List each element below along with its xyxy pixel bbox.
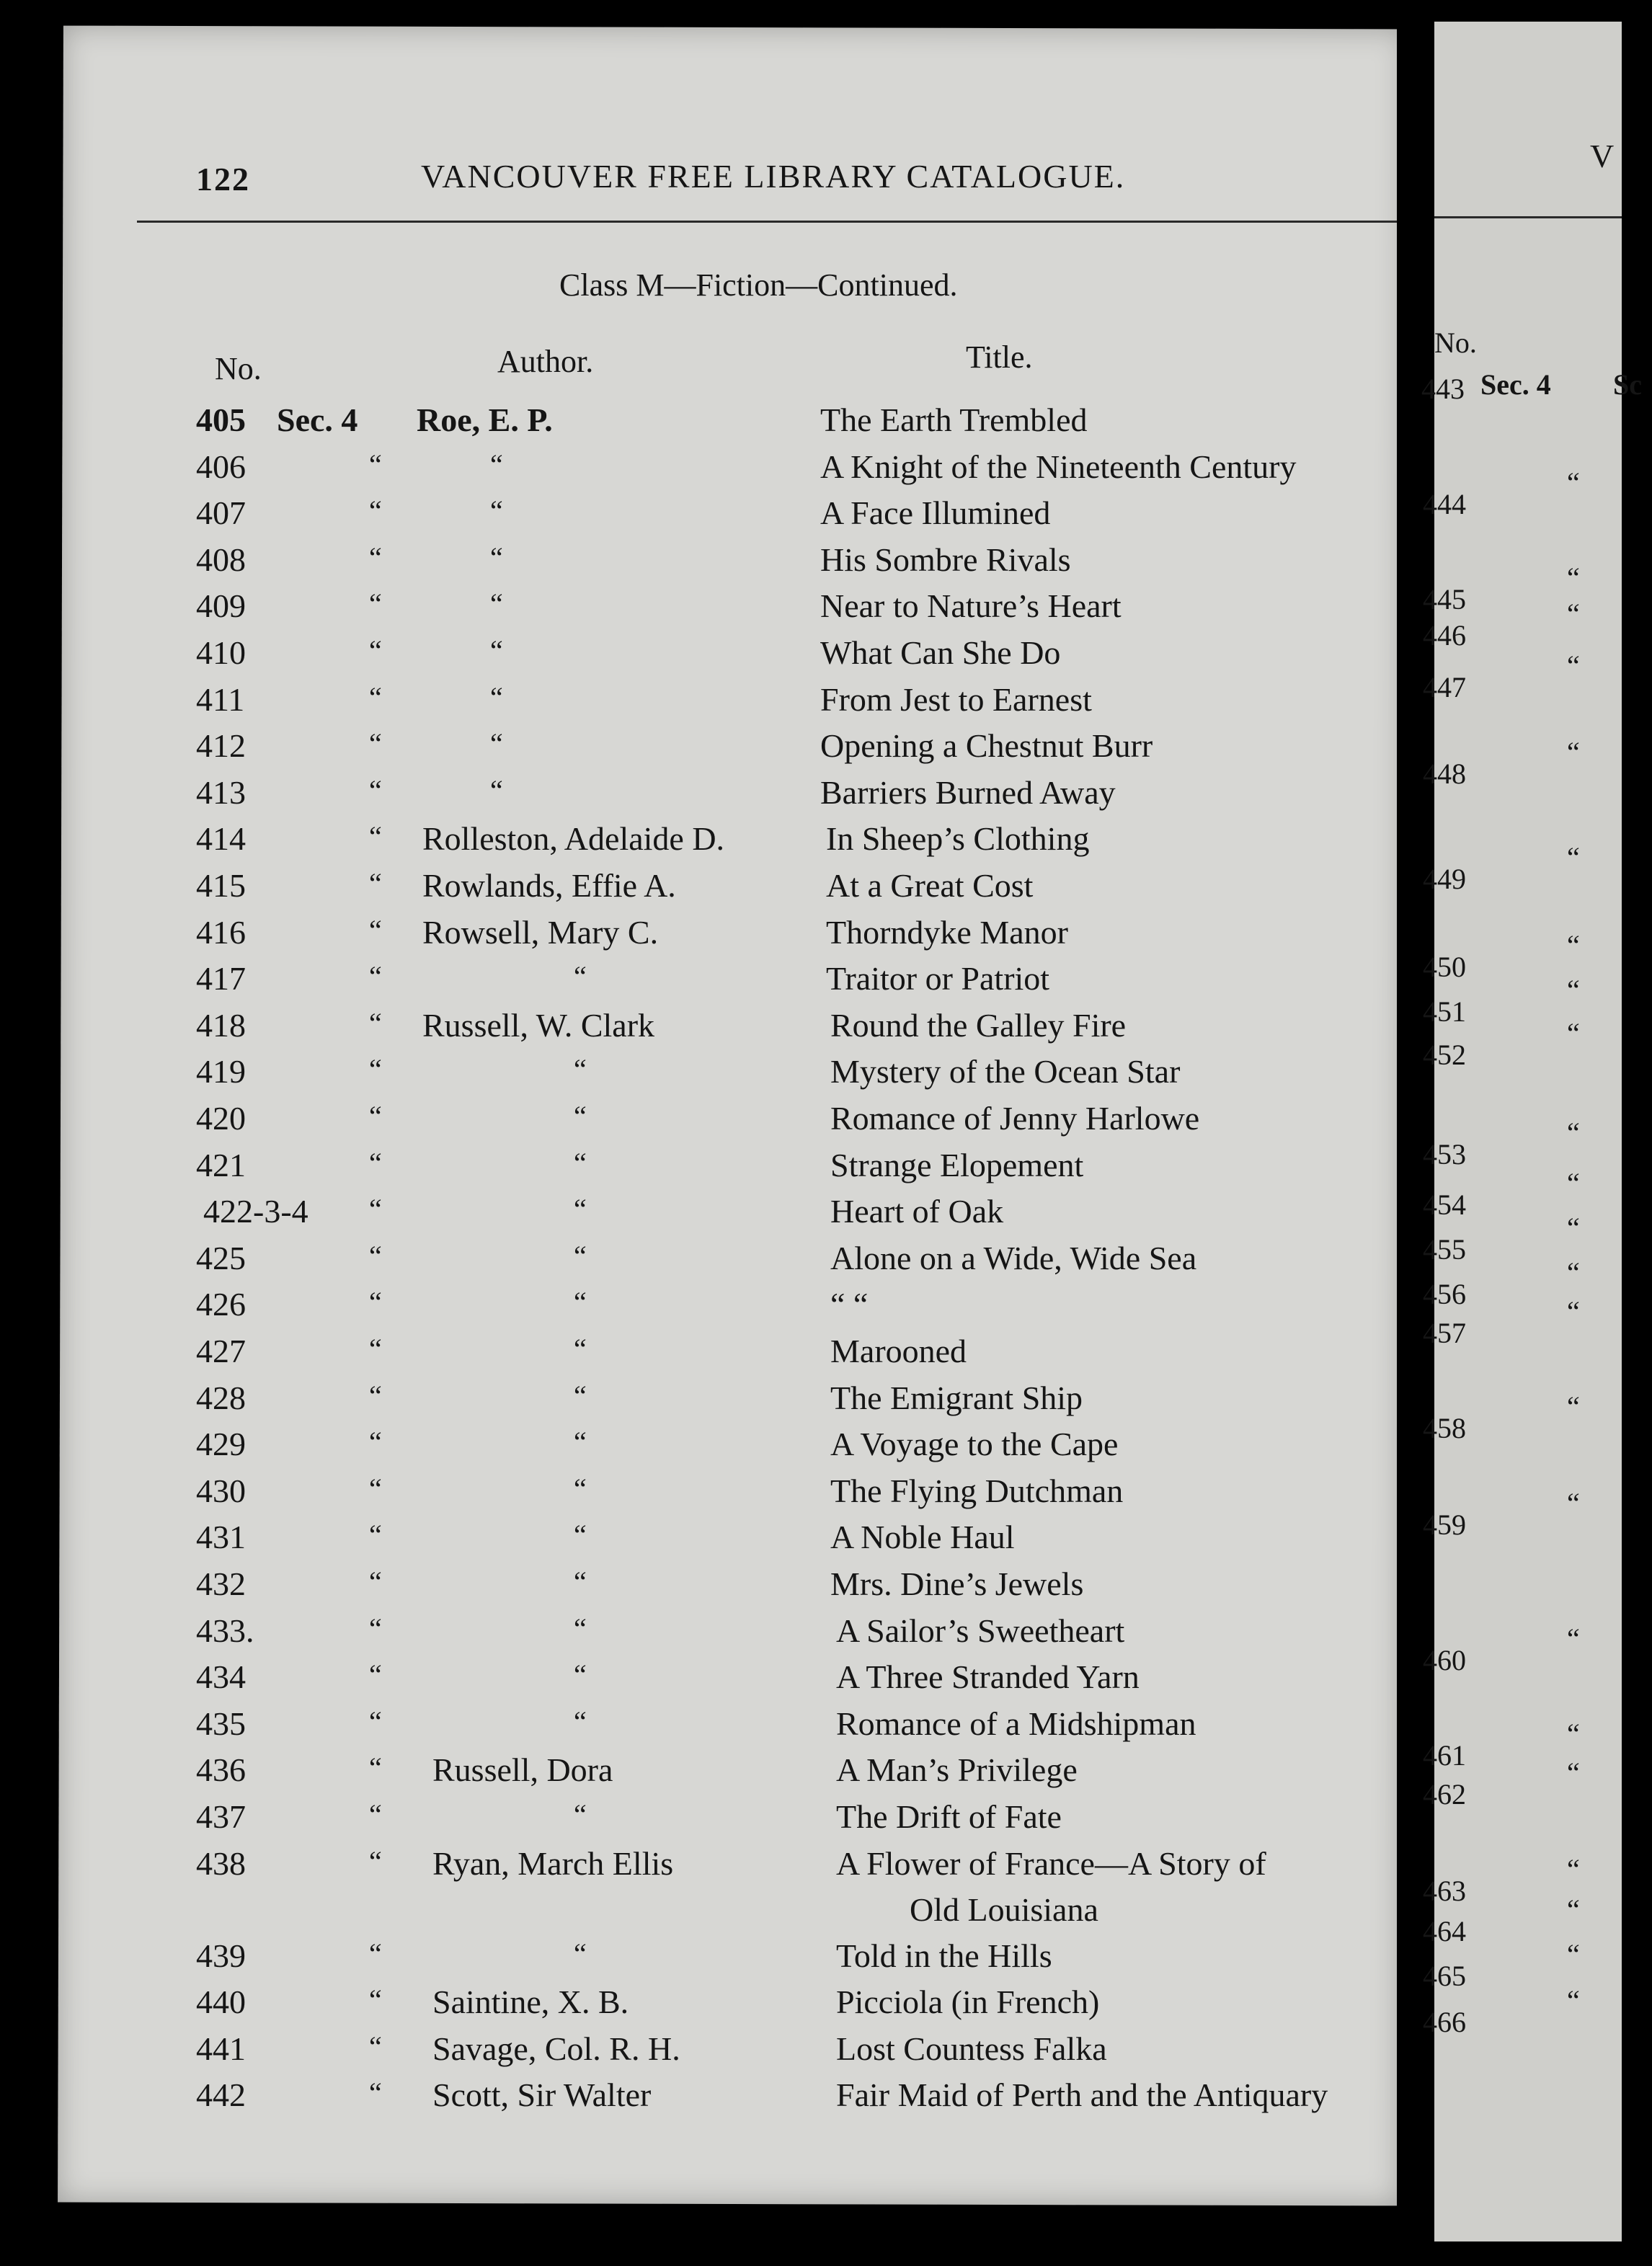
row-author: Savage, Col. R. H.: [432, 2030, 680, 2067]
row-title: The Flying Dutchman: [830, 1472, 1124, 1509]
row-number: 437: [196, 1798, 246, 1835]
facing-row-number: 445: [1423, 583, 1466, 616]
row-number: 414: [196, 820, 246, 858]
row-author: “: [574, 960, 587, 993]
facing-row-number: 459: [1423, 1509, 1466, 1541]
row-title: Strange Elopement: [830, 1146, 1084, 1183]
row-section: “: [369, 1937, 382, 1970]
column-heading-no: No.: [215, 351, 262, 386]
row-number: 405: [196, 401, 246, 438]
facing-row-number: 463: [1423, 1875, 1466, 1907]
facing-running-title-fragment: V: [1590, 138, 1616, 174]
row-section: “: [369, 541, 382, 574]
row-author: “: [490, 680, 503, 714]
row-title: The Drift of Fate: [836, 1798, 1062, 1835]
row-number: 441: [196, 2030, 246, 2067]
row-author: Scott, Sir Walter: [432, 2076, 652, 2114]
row-author: “: [574, 1937, 587, 1970]
facing-row-sec: Sec. 4: [1480, 368, 1551, 401]
row-title: A Man’s Privilege: [836, 1751, 1078, 1789]
facing-row-ditto: “: [1567, 1256, 1580, 1289]
row-section: “: [369, 1239, 382, 1272]
row-section: “: [369, 587, 382, 621]
row-section: “: [369, 1006, 382, 1039]
facing-row-author: Sc: [1613, 368, 1642, 401]
scan-edge: [1622, 0, 1652, 2266]
row-title: A Flower of France—A Story of: [836, 1844, 1266, 1882]
row-section: “: [369, 1983, 382, 2017]
row-author: “: [490, 541, 503, 574]
row-section: “: [369, 634, 382, 667]
column-heading-author: Author.: [497, 344, 594, 379]
facing-row-ditto: “: [1567, 1984, 1580, 2017]
row-author: “: [574, 1286, 587, 1319]
facing-row-number: 444: [1423, 488, 1466, 520]
facing-row-number: 452: [1423, 1039, 1466, 1071]
row-author: Rolleston, Adelaide D.: [422, 820, 725, 858]
facing-row-number: 454: [1423, 1188, 1466, 1221]
row-title: Thorndyke Manor: [826, 913, 1068, 951]
facing-row-ditto: “: [1567, 1756, 1580, 1789]
facing-row-number: 450: [1423, 951, 1466, 983]
row-author: “: [574, 1426, 587, 1459]
row-number: 439: [196, 1937, 246, 1974]
row-title: Romance of Jenny Harlowe: [830, 1100, 1200, 1137]
row-number: 429: [196, 1426, 246, 1463]
row-section: “: [369, 1379, 382, 1412]
row-number: 428: [196, 1379, 246, 1416]
facing-row-ditto: “: [1567, 597, 1580, 630]
row-title: A Knight of the Nineteenth Century: [820, 448, 1297, 485]
row-number: 442: [196, 2076, 246, 2114]
row-number: 409: [196, 587, 246, 625]
row-section: Sec. 4: [277, 401, 358, 438]
facing-row-ditto: “: [1567, 1938, 1580, 1970]
row-number: 430: [196, 1472, 246, 1509]
facing-row-ditto: “: [1567, 929, 1580, 961]
row-section: “: [369, 1798, 382, 1831]
row-section: “: [369, 1612, 382, 1645]
row-author: “: [574, 1053, 587, 1086]
column-heading-title: Title.: [966, 339, 1033, 375]
facing-row-number: 448: [1423, 757, 1466, 790]
facing-row-ditto: “: [1567, 1853, 1580, 1885]
row-section: “: [369, 1658, 382, 1692]
row-number: 420: [196, 1100, 246, 1137]
row-title: The Earth Trembled: [820, 401, 1088, 438]
row-number: 416: [196, 913, 246, 951]
facing-row-ditto: “: [1567, 974, 1580, 1006]
row-title: At a Great Cost: [826, 867, 1034, 904]
row-title: Heart of Oak: [830, 1193, 1004, 1230]
facing-row-number: 446: [1423, 619, 1466, 652]
row-author: Rowlands, Effie A.: [422, 867, 676, 904]
row-section: “: [369, 1705, 382, 1738]
row-author: “: [574, 1100, 587, 1132]
facing-row-ditto: “: [1567, 1390, 1580, 1423]
row-title: Lost Countess Falka: [836, 2030, 1107, 2067]
row-section: “: [369, 867, 382, 899]
row-number: 407: [196, 494, 246, 532]
row-number: 432: [196, 1565, 246, 1602]
facing-row-number: 460: [1423, 1644, 1466, 1676]
row-section: “: [369, 960, 382, 993]
row-number: 419: [196, 1053, 246, 1090]
facing-row-ditto: “: [1567, 561, 1580, 594]
row-title: A Three Stranded Yarn: [836, 1658, 1140, 1696]
row-section: “: [369, 1426, 382, 1459]
facing-row-number: 462: [1423, 1778, 1466, 1810]
row-author: “: [574, 1472, 587, 1505]
row-author: Ryan, March Ellis: [432, 1844, 674, 1882]
row-number: 408: [196, 541, 246, 578]
row-author: “: [574, 1239, 587, 1272]
row-number: 431: [196, 1519, 246, 1556]
row-author: Roe, E. P.: [417, 401, 553, 438]
facing-row-number: 453: [1423, 1138, 1466, 1170]
row-number: 412: [196, 727, 246, 765]
facing-row-number: 464: [1423, 1915, 1466, 1947]
header-rule: [137, 221, 1397, 223]
row-title: Marooned: [830, 1333, 967, 1369]
row-title-continuation: Old Louisiana: [910, 1890, 1098, 1928]
page-number: 122: [196, 161, 250, 197]
row-number: 410: [196, 634, 246, 671]
running-title: VANCOUVER FREE LIBRARY CATALOGUE.: [421, 158, 1126, 195]
row-title: What Can She Do: [820, 634, 1061, 671]
row-author: “: [490, 587, 503, 621]
row-section: “: [369, 2030, 382, 2063]
row-author: “: [574, 1193, 587, 1226]
row-number: 415: [196, 867, 246, 904]
row-number: 425: [196, 1239, 246, 1276]
row-author: Russell, Dora: [432, 1751, 613, 1789]
row-section: “: [369, 1193, 382, 1226]
row-title: Opening a Chestnut Burr: [820, 727, 1153, 765]
facing-row-ditto: “: [1567, 1718, 1580, 1750]
row-section: “: [369, 1844, 382, 1878]
row-section: “: [369, 1519, 382, 1552]
facing-row-ditto: “: [1567, 649, 1580, 682]
row-title: Mrs. Dine’s Jewels: [830, 1565, 1084, 1602]
row-number: 435: [196, 1705, 246, 1742]
row-section: “: [369, 727, 382, 760]
row-title: The Emigrant Ship: [830, 1379, 1083, 1416]
row-title: Told in the Hills: [836, 1937, 1052, 1974]
row-author: “: [574, 1705, 587, 1738]
facing-row-ditto: “: [1567, 1017, 1580, 1049]
row-title: Barriers Burned Away: [820, 773, 1116, 811]
facing-row-number: 466: [1423, 2006, 1466, 2038]
row-author: “: [490, 634, 503, 667]
row-number: 413: [196, 773, 246, 811]
facing-row-number: 451: [1423, 995, 1466, 1028]
facing-row-number: 457: [1423, 1317, 1466, 1349]
class-subtitle: Class M—Fiction—Continued.: [559, 267, 958, 303]
facing-row-ditto: “: [1567, 1116, 1580, 1149]
row-section: “: [369, 1472, 382, 1505]
facing-row-number: 465: [1423, 1960, 1466, 1992]
row-number: 427: [196, 1333, 246, 1369]
row-author: Saintine, X. B.: [432, 1983, 629, 2021]
facing-row-number: 455: [1423, 1233, 1466, 1266]
row-section: “: [369, 494, 382, 528]
facing-row-number: 456: [1423, 1278, 1466, 1310]
row-number: 411: [196, 680, 245, 718]
row-title: A Face Illumined: [820, 494, 1051, 532]
row-author: “: [574, 1798, 587, 1831]
row-title: Picciola (in French): [836, 1983, 1100, 2021]
row-section: “: [369, 448, 382, 481]
row-title: A Sailor’s Sweetheart: [836, 1612, 1125, 1649]
row-section: “: [369, 1146, 382, 1179]
row-number: 438: [196, 1844, 246, 1882]
row-title: Mystery of the Ocean Star: [830, 1053, 1181, 1090]
facing-row-ditto: “: [1567, 1212, 1580, 1244]
row-section: “: [369, 1751, 382, 1785]
row-title: Traitor or Patriot: [826, 960, 1050, 998]
row-author: “: [490, 494, 503, 528]
row-author: Rowsell, Mary C.: [422, 913, 659, 951]
row-section: “: [369, 1053, 382, 1086]
row-author: “: [574, 1565, 587, 1598]
facing-row-number: 443: [1421, 373, 1465, 405]
row-section: “: [369, 1565, 382, 1598]
row-title: From Jest to Earnest: [820, 680, 1092, 718]
facing-row-number: 461: [1423, 1739, 1466, 1772]
row-section: “: [369, 820, 382, 853]
facing-row-ditto: “: [1567, 1487, 1580, 1519]
row-number: 417: [196, 960, 246, 998]
row-section: “: [369, 1333, 382, 1365]
row-author: “: [574, 1519, 587, 1552]
row-title: Alone on a Wide, Wide Sea: [830, 1239, 1197, 1276]
row-author: “: [490, 727, 503, 760]
row-title: His Sombre Rivals: [820, 541, 1071, 578]
row-number: 418: [196, 1006, 246, 1044]
row-number: 426: [196, 1286, 246, 1323]
row-author: “: [574, 1612, 587, 1645]
row-title: “ “: [830, 1286, 869, 1323]
facing-row-number: 449: [1423, 863, 1466, 895]
facing-column-heading-no: No.: [1434, 326, 1477, 359]
facing-row-ditto: “: [1567, 1893, 1580, 1926]
facing-row-ditto: “: [1567, 1622, 1580, 1655]
row-section: “: [369, 773, 382, 807]
row-author: “: [574, 1658, 587, 1692]
row-author: “: [574, 1333, 587, 1365]
row-number: 433.: [196, 1612, 254, 1649]
row-title: Fair Maid of Perth and the Antiquary: [836, 2076, 1328, 2114]
facing-row-number: 447: [1423, 671, 1466, 703]
facing-row-number: 458: [1423, 1412, 1466, 1444]
row-title: A Voyage to the Cape: [830, 1426, 1119, 1463]
row-number: 440: [196, 1983, 246, 2021]
facing-row-ditto: “: [1567, 736, 1580, 768]
row-title: In Sheep’s Clothing: [826, 820, 1090, 858]
facing-header-rule: [1434, 216, 1622, 218]
row-section: “: [369, 2076, 382, 2110]
row-author: “: [490, 448, 503, 481]
row-number: 421: [196, 1146, 246, 1183]
row-number: 434: [196, 1658, 246, 1696]
row-author: “: [574, 1379, 587, 1412]
row-author: Russell, W. Clark: [422, 1006, 655, 1044]
row-title: Near to Nature’s Heart: [820, 587, 1122, 625]
row-section: “: [369, 1100, 382, 1132]
facing-row-ditto: “: [1567, 466, 1580, 499]
facing-row-ditto: “: [1567, 841, 1580, 874]
row-number: 406: [196, 448, 246, 485]
row-section: “: [369, 1286, 382, 1319]
row-author: “: [574, 1146, 587, 1179]
facing-row-ditto: “: [1567, 1295, 1580, 1328]
row-number: 436: [196, 1751, 246, 1789]
row-number: 422-3-4: [203, 1193, 308, 1230]
row-title: A Noble Haul: [830, 1519, 1015, 1556]
row-author: “: [490, 773, 503, 807]
row-title: Romance of a Midshipman: [836, 1705, 1196, 1742]
facing-row-ditto: “: [1567, 1167, 1580, 1199]
row-section: “: [369, 913, 382, 946]
row-title: Round the Galley Fire: [830, 1006, 1127, 1044]
row-section: “: [369, 680, 382, 714]
